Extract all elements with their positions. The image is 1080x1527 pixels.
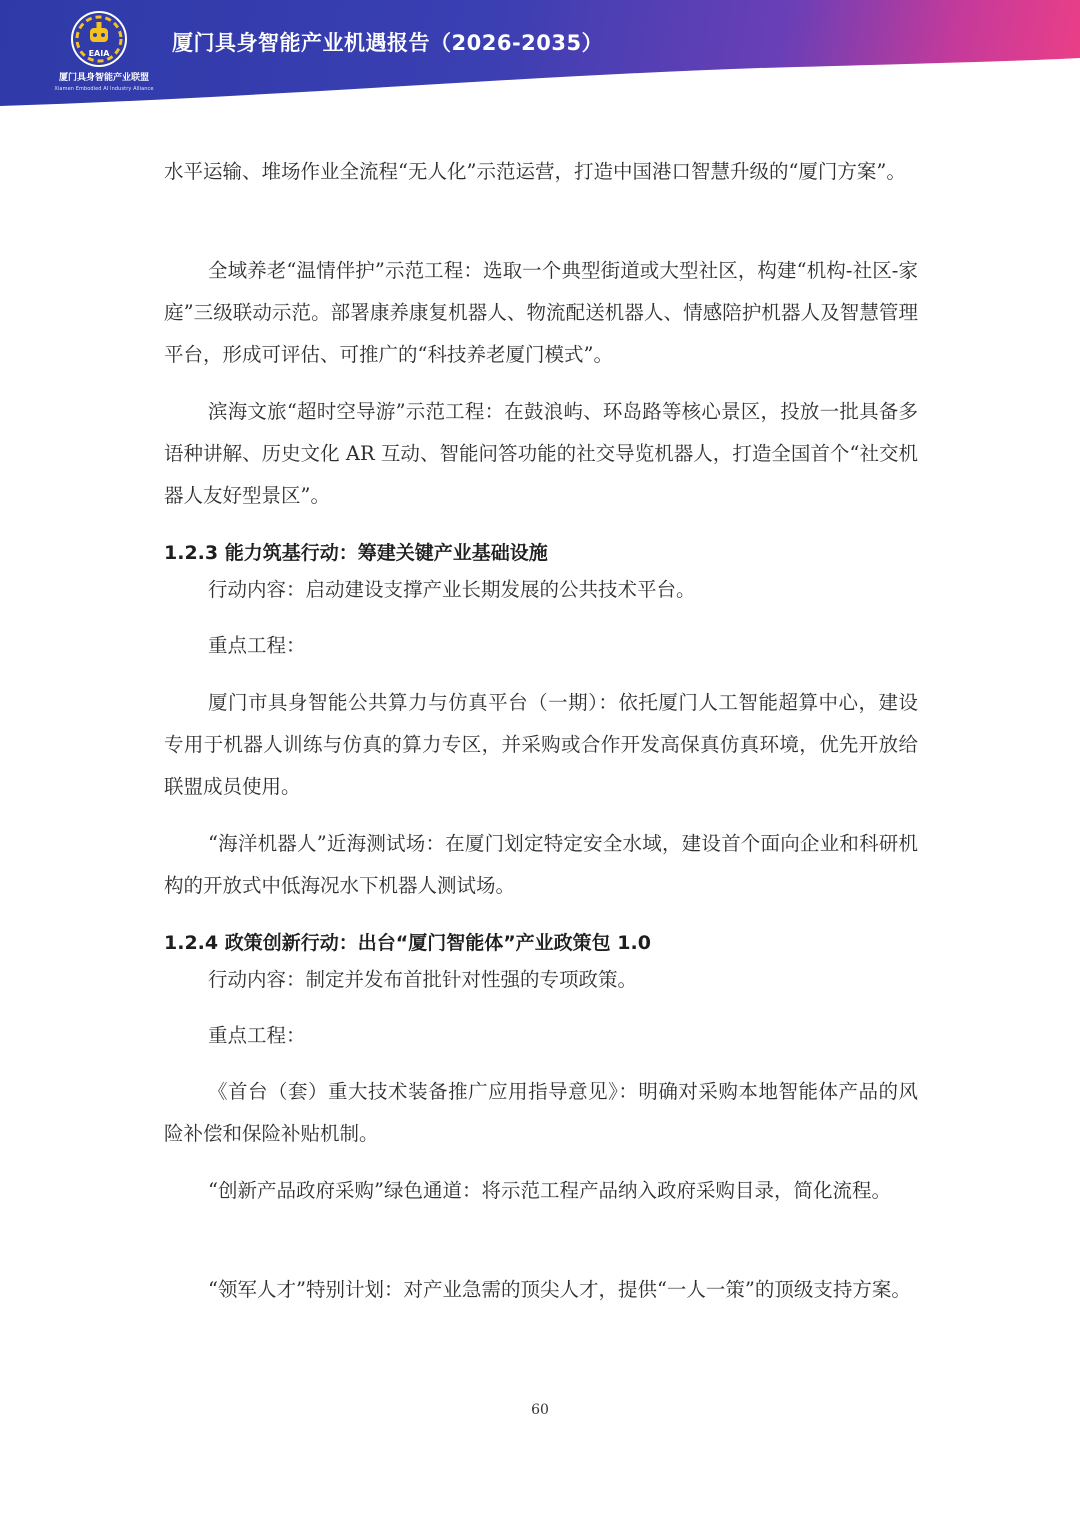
paragraph-port-scheme: 水平运输、堆场作业全流程“无人化”示范运营，打造中国港口智慧升级的“厦门方案”。 — [164, 160, 906, 183]
paragraph-talent-plan: “领军人才”特别计划：对产业急需的顶尖人才，提供“一人一策”的顶级支持方案。 — [208, 1278, 911, 1301]
paragraph-compute-platform: 厦门市具身智能公共算力与仿真平台（一期）：依托厦门人工智能超算中心，建设专用于机器人训练与仿真的算力专区，并采购或合作开发高保真仿真环境，优先开放给联盟成员使用。 — [164, 691, 918, 798]
paragraph-first-set-guidance: 《首台（套）重大技术装备推广应用指导意见》：明确对采购本地智能体产品的风险补偿和保险补贴机制。 — [164, 1080, 918, 1145]
paragraph-elderly-care: 全域养老“温情伴护”示范工程：选取一个典型街道或大型社区，构建“机构-社区-家庭”三级联动示范。部署康养康复机器人、物流配送机器人、情感陪护机器人及智慧管理平台，形成可评估、可推广的“科技养老厦门模式”。 — [164, 259, 918, 366]
alliance-logo-icon — [70, 10, 128, 68]
section-heading-1-2-4: 1.2.4 政策创新行动：出台“厦门智能体”产业政策包 1.0 — [164, 932, 651, 954]
paragraph-key-projects-1: 重点工程： — [208, 634, 306, 657]
paragraph-procurement-channel: “创新产品政府采购”绿色通道：将示范工程产品纳入政府采购目录，简化流程。 — [208, 1179, 891, 1202]
page-header — [0, 0, 1080, 106]
paragraph-action-content-1: 行动内容：启动建设支撑产业长期发展的公共技术平台。 — [208, 578, 696, 601]
report-title: 厦门具身智能产业机遇报告（2026-2035） — [172, 31, 604, 55]
section-heading-1-2-3: 1.2.3 能力筑基行动：筹建关键产业基础设施 — [164, 542, 548, 564]
paragraph-action-content-2: 行动内容：制定并发布首批针对性强的专项政策。 — [208, 968, 638, 991]
paragraph-key-projects-2: 重点工程： — [208, 1024, 306, 1047]
page-number: 60 — [531, 1402, 549, 1418]
logo-caption: 厦门具身智能产业联盟 — [58, 73, 149, 83]
logo-caption-english: Xiamen Embodied AI Industry Alliance — [54, 86, 154, 92]
paragraph-coastal-tourism: 滨海文旅“超时空导游”示范工程：在鼓浪屿、环岛路等核心景区，投放一批具备多语种讲解、历史文化 AR 互动、智能问答功能的社交导览机器人，打造全国首个“社交机器人友好型景区”。 — [164, 400, 918, 507]
header-wave-decoration — [0, 58, 1080, 106]
logo-text: EAIA — [88, 49, 110, 58]
paragraph-ocean-test-site: “海洋机器人”近海测试场：在厦门划定特定安全水域，建设首个面向企业和科研机构的开放式中低海况水下机器人测试场。 — [164, 832, 918, 897]
